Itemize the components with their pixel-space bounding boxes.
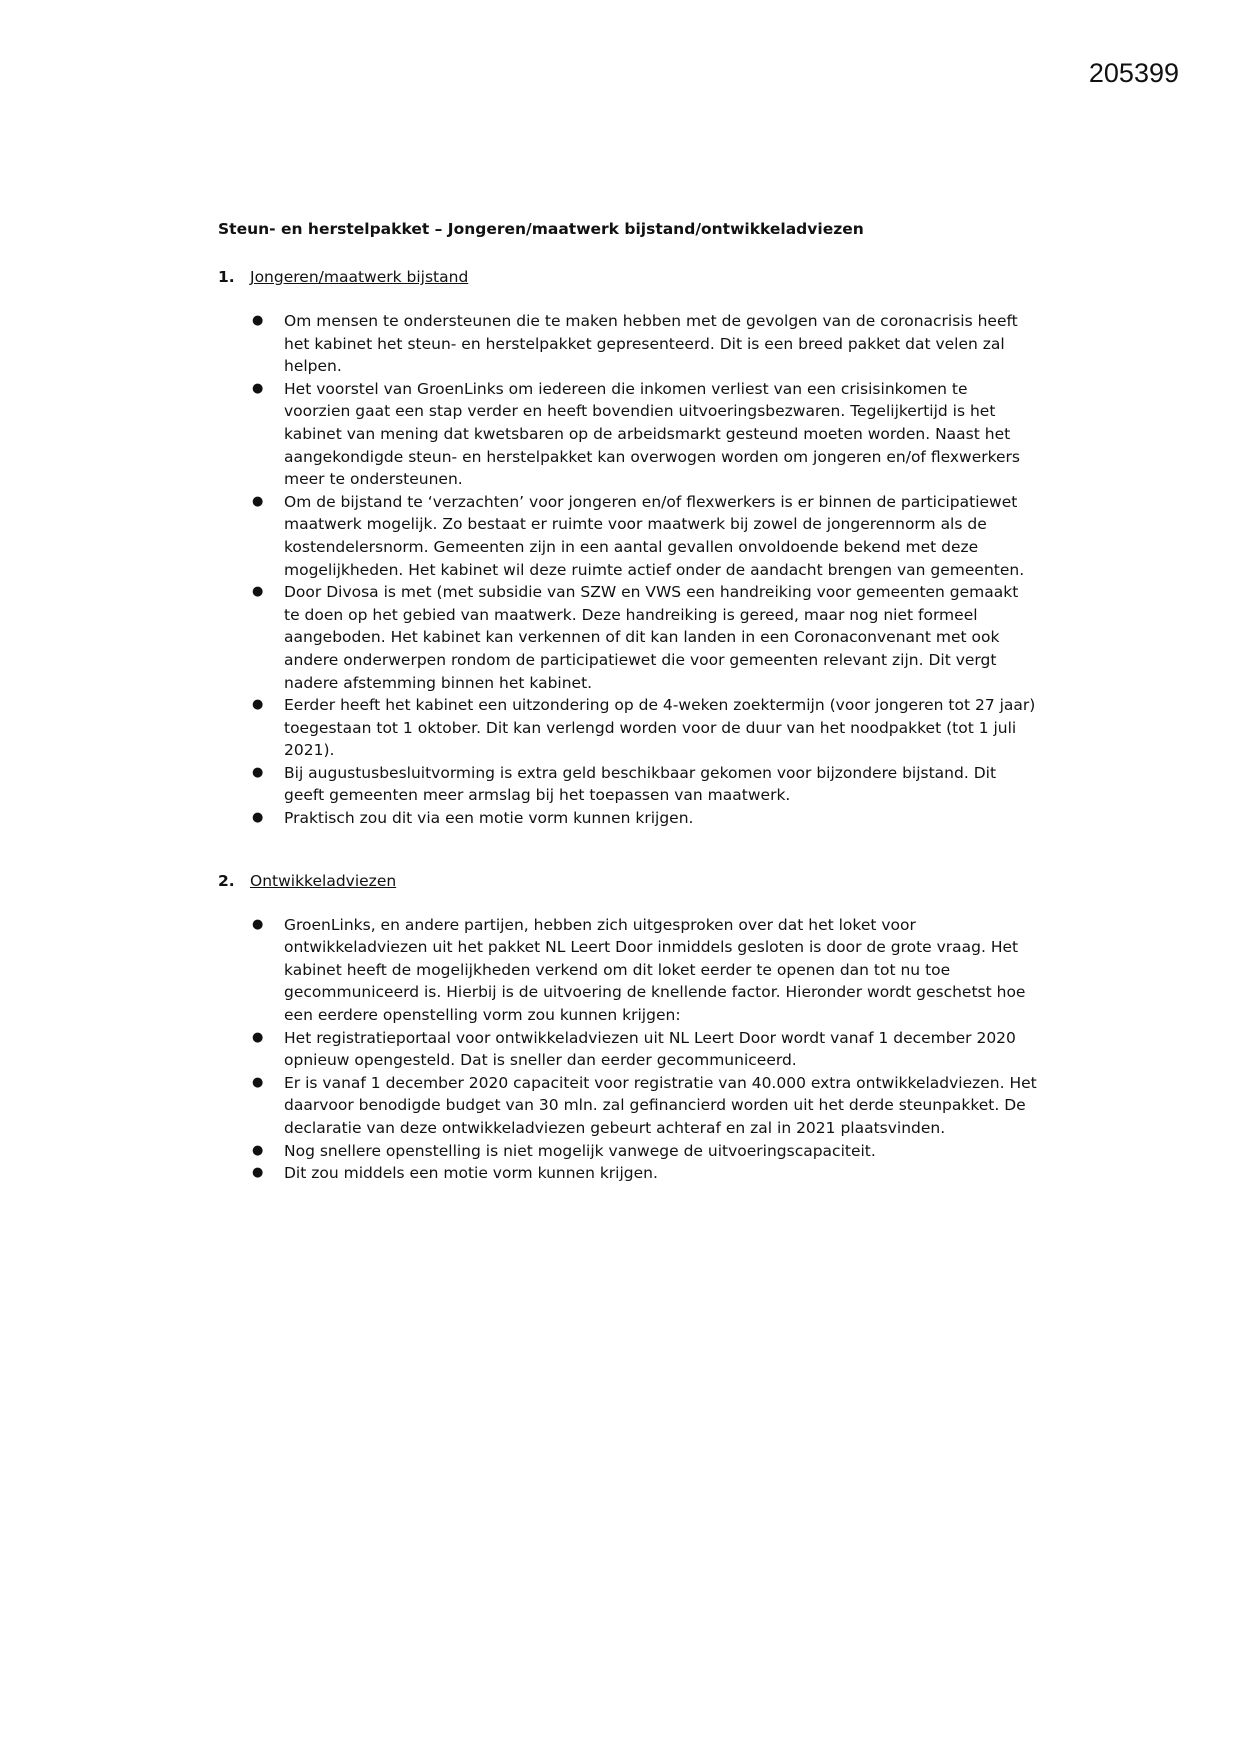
section-heading xyxy=(218,266,1038,288)
list-item-text: Praktisch zou dit via een motie vorm kunnen krijgen. xyxy=(284,809,694,828)
bullet-icon: ● xyxy=(252,764,264,780)
bullet-icon: ● xyxy=(252,313,264,328)
list-item xyxy=(252,762,1038,807)
bullet-icon: ● xyxy=(252,1165,264,1181)
document-id: 205399 xyxy=(1088,58,1179,88)
list-item-text: Om de bijstand te ‘verzachten’ voor jongeren en/of flexwerkers is er binnen de participatiewet maatwerk mogelijk. Zo bestaat er ruimte voor maatwerk bij zowel de jongerennorm als de kostendelersnorm. Gemeenten zijn in een aantal gevallen onvoldoende bekend met deze mogelijkheden. Het kabinet wil deze ruimte actief onder de aandacht brengen van gemeenten. xyxy=(284,492,1025,579)
list-item-text: GroenLinks, en andere partijen, hebben zich uitgesproken over dat het loket voor ontwikkeladviezen uit het pakket NL Leert Door inmiddels gesloten is door de grote vraag. Het kabinet heeft de mogelijkheden verkend om dit loket eerder te openen dan tot nu toe gecommuniceerd is. Hierbij is de uitvoering de knellende factor. Hieronder wordt geschetst hoe een eerdere openstelling vorm zou kunnen krijgen: xyxy=(284,915,1026,1025)
list-item xyxy=(252,491,1038,581)
list-item-text: Het voorstel van GroenLinks om iedereen die inkomen verliest van een crisisinkomen te voorzien gaat een stap verder en heeft bovendien uitvoeringsbezwaren. Tegelijkertijd is het kabinet van mening dat kwetsbaren op de arbeidsmarkt gesteund moeten worden. Naast het aangekondigde steun- en herstelpakket kan overwogen worden om jongeren en/of flexwerkers meer te ondersteunen. xyxy=(284,379,1021,489)
bullet-list xyxy=(218,914,1038,1185)
list-item xyxy=(252,807,1038,830)
list-item xyxy=(252,694,1038,762)
list-item xyxy=(252,1072,1038,1140)
list-item xyxy=(252,378,1038,491)
document-title: Steun- en herstelpakket – Jongeren/maatwerk bijstand/ontwikkeladviezen xyxy=(218,220,864,238)
section-jongeren xyxy=(218,266,1038,830)
list-item-text: Door Divosa is met (met subsidie van SZW en VWS een handreiking voor gemeenten gemaakt te doen op het gebied van maatwerk. Deze handreiking is gereed, maar nog niet formeel aangeboden. Het kabinet kan verkennen of dit kan landen in een Coronaconvenant met ook andere onderwerpen rondom de participatiewet die voor gemeenten relevant zijn. Dit vergt nadere afstemming binnen het kabinet. xyxy=(284,583,1019,692)
section-heading xyxy=(218,870,1038,892)
bullet-icon: ● xyxy=(252,1029,264,1045)
list-item xyxy=(252,1140,1038,1163)
bullet-icon: ● xyxy=(252,1074,264,1090)
bullet-icon: ● xyxy=(252,493,264,509)
list-item-text: Eerder heeft het kabinet een uitzondering op de 4-weken zoektermijn (voor jongeren tot 27 jaar) toegestaan tot 1 oktober. Dit kan verlengd worden voor de duur van het noodpakket (tot 1 juli 2021). xyxy=(284,696,1036,760)
section-ontwikkeladviezen xyxy=(218,870,1038,1185)
bullet-icon: ● xyxy=(252,697,264,713)
list-item xyxy=(252,310,1038,378)
bullet-icon: ● xyxy=(252,380,264,396)
list-item-text: Er is vanaf 1 december 2020 capaciteit voor registratie van 40.000 extra ontwikkeladviezen. Het daarvoor benodigde budget van 30 mln. zal gefinancierd worden uit het derde steunpakket. De declaratie van deze ontwikkeladviezen gebeurt achteraf en zal in 2021 plaatsvinden. xyxy=(284,1073,1037,1137)
section-title: Jongeren/maatwerk bijstand xyxy=(250,268,469,286)
bullet-icon: ● xyxy=(252,810,264,826)
list-item-text: Nog snellere openstelling is niet mogelijk vanwege de uitvoeringscapaciteit. xyxy=(284,1141,876,1160)
list-item-text: Dit zou middels een motie vorm kunnen krijgen. xyxy=(284,1164,658,1183)
list-item-text: Het registratieportaal voor ontwikkeladviezen uit NL Leert Door wordt vanaf 1 december 2020 opnieuw opengesteld. Dat is sneller dan eerder gecommuniceerd. xyxy=(284,1028,1016,1070)
list-item xyxy=(252,581,1038,694)
bullet-icon: ● xyxy=(252,1142,264,1158)
list-item xyxy=(252,914,1038,1027)
section-number: 2. xyxy=(218,871,235,890)
bullet-icon: ● xyxy=(252,584,264,600)
section-title: Ontwikkeladviezen xyxy=(250,871,397,890)
bullet-list xyxy=(218,310,1038,830)
section-number: 1. xyxy=(218,268,235,286)
document-body xyxy=(218,218,1038,1185)
list-item xyxy=(252,1162,1038,1185)
list-item-text: Bij augustusbesluitvorming is extra geld beschikbaar gekomen voor bijzondere bijstand. Dit geeft gemeenten meer armslag bij het toepassen van maatwerk. xyxy=(284,763,997,805)
bullet-icon: ● xyxy=(252,916,264,932)
list-item-text: Om mensen te ondersteunen die te maken hebben met de gevolgen van de coronacrisis heeft het kabinet het steun- en herstelpakket gepresenteerd. Dit is een breed pakket dat velen zal helpen. xyxy=(284,312,1018,376)
section-spacer xyxy=(218,830,1038,870)
list-item xyxy=(252,1027,1038,1072)
